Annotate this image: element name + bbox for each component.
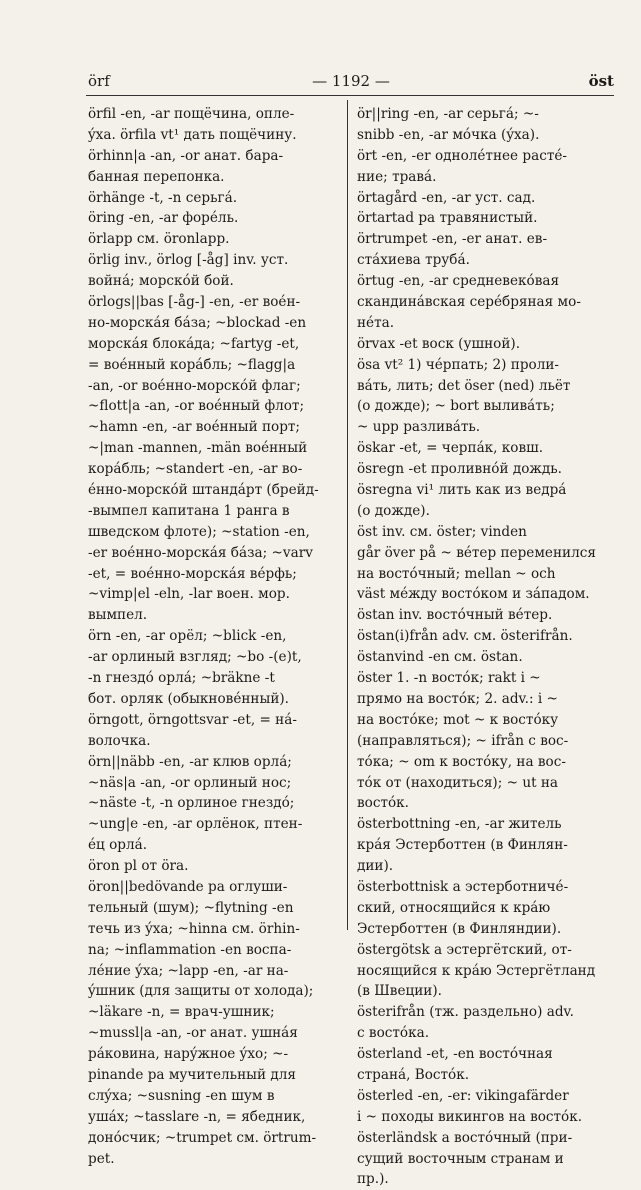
entry-line: с востóка.: [357, 1025, 430, 1042]
entry-line: (о дожде); ~ bort выливáть;: [357, 398, 555, 415]
entry-line: ние; травá.: [357, 168, 437, 185]
entry-line: течь из ýха; ~hinna см. örhin-: [88, 920, 300, 937]
entry-line: östan(i)från adv. см. österifrån.: [357, 628, 573, 645]
entry-line: сущий восточным странам и: [357, 1150, 564, 1167]
entry-line: шведском флоте); ~station -en,: [88, 523, 310, 540]
entry-line: örhinn|a -an, -or анат. бара-: [88, 147, 284, 164]
entry-line: ýха. örfila vt¹ дать пощёчину.: [88, 126, 297, 143]
entry-line: ~ung|e -en, -ar орлёнок, птен-: [88, 816, 303, 833]
entry-line: -ar орлиный взгляд; ~bo -(e)t,: [88, 649, 302, 666]
entry-line: ösa vt² 1) чéрпать; 2) проли-: [357, 356, 560, 373]
entry-line: бот. орляк (обыкновéнный).: [88, 690, 289, 707]
page-header: [88, 72, 614, 94]
entry-line: örlig inv., örlog [-åg] inv. уст.: [88, 252, 289, 269]
entry-line: ~näste -t, -n орлиное гнездó;: [88, 795, 295, 812]
entry-line: örhänge -t, -n серьгá.: [88, 189, 238, 206]
entry-line: пр.).: [357, 1171, 389, 1188]
entry-line: донóсчик; ~trumpet см. örtrum-: [88, 1129, 317, 1146]
entry-line: банная перепонка.: [88, 168, 225, 185]
entry-line: корáбль; ~standert -en, -ar во-: [88, 461, 303, 478]
entry-line: -вымпел капитана 1 ранга в: [88, 502, 290, 519]
left-column: [88, 104, 340, 1169]
entry-line: тóка; ~ om к востóку, на вос-: [357, 753, 566, 770]
entry-line: na; ~inflammation -en воспа-: [88, 941, 292, 958]
entry-line: стáхиева трубá.: [357, 252, 470, 269]
entry-line: ский, относящийся к крáю: [357, 899, 551, 916]
entry-line: väst мéжду востóком и зáпадом.: [357, 586, 590, 603]
entry-line: örlogs||bas [-åg-] -en, -er воéн-: [88, 294, 301, 311]
entry-line: går över på ~ вéтер переменился: [357, 544, 596, 561]
entry-line: ушáх; ~tasslare -n, = ябедник,: [88, 1108, 306, 1125]
entry-line: ~mussl|a -an, -or анат. ушнáя: [88, 1025, 298, 1042]
entry-line: öron pl от öra.: [88, 858, 189, 875]
entry-line: ~hamn -en, -ar воéнный порт;: [88, 419, 301, 436]
entry-line: прямо на востóк; 2. adv.: i ~: [357, 690, 558, 707]
entry-line: ýшник (для защиты от холода);: [88, 983, 314, 1000]
entry-line: на востóке; mot ~ к востóку: [357, 711, 559, 728]
entry-line: österland -et, -en востóчная: [357, 1046, 553, 1063]
entry-line: вымпел.: [88, 607, 148, 624]
column-divider: [347, 100, 348, 930]
entry-line: но-морскáя бáза; ~blockad -en: [88, 314, 307, 331]
entry-line: (направляться); ~ ifrån с вос-: [357, 732, 569, 749]
entry-line: österbottnisk a эстерботничé-: [357, 878, 569, 895]
entry-line: дии).: [357, 858, 394, 875]
entry-line: i ~ походы викингов на востóк.: [357, 1108, 583, 1125]
entry-line: ~näs|a -an, -or орлиный нос;: [88, 774, 292, 791]
entry-line: östergötsk a эстергётский, от-: [357, 941, 572, 958]
left-guide-word: örf: [88, 72, 110, 90]
entry-line: (о дожде).: [357, 502, 430, 519]
entry-line: лéние ýха; ~lapp -en, -ar на-: [88, 962, 289, 979]
entry-line: örvax -et воск (ушной).: [357, 335, 521, 352]
entry-line: österbottning -en, -ar житель: [357, 816, 562, 833]
entry-line: snibb -en, -ar мóчка (ýха).: [357, 126, 540, 143]
entry-line: örtartad pa травянистый.: [357, 210, 538, 227]
page-number: — 1192 —: [312, 72, 390, 90]
entry-line: pinande pa мучительный для: [88, 1066, 296, 1083]
entry-line: örn||näbb -en, -ar клюв орлá;: [88, 753, 292, 770]
entry-line: éц орлá.: [88, 837, 148, 854]
entry-line: носящийся к крáю Эстергётланд: [357, 962, 596, 979]
entry-line: ört -en, -er однолéтнее растé-: [357, 147, 568, 164]
entry-line: -an, -or воéнно-морскóй флаг;: [88, 377, 301, 394]
entry-line: крáя Эстерботтен (в Финлян-: [357, 837, 568, 854]
right-guide-word: öst: [588, 72, 614, 90]
entry-line: ~läkare -n, = врач-ушник;: [88, 1004, 275, 1021]
entry-line: Эстерботтен (в Финляндии).: [357, 920, 562, 937]
entry-line: ~flott|a -an, -or воéнный флот;: [88, 398, 305, 415]
entry-line: öskar -et, = черпáк, ковш.: [357, 440, 544, 457]
entry-line: örtug -en, -ar средневекóвая: [357, 273, 560, 290]
entry-line: ~vimp|el -eln, -lar воен. мор.: [88, 586, 290, 603]
entry-line: странá, Востóк.: [357, 1066, 470, 1083]
right-column: [357, 104, 613, 1190]
entry-line: éнно-морскóй штандáрт (брейд-: [88, 482, 319, 499]
header-rule: [86, 95, 614, 96]
entry-line: = воéнный корáбль; ~flagg|a: [88, 356, 296, 373]
entry-line: ösregn -et проливнóй дождь.: [357, 461, 562, 478]
entry-line: волочка.: [88, 732, 151, 749]
entry-line: österländsk a востóчный (при-: [357, 1129, 573, 1146]
entry-line: тельный (шум); ~flytning -en: [88, 899, 294, 916]
entry-line: öron||bedövande pa оглуши-: [88, 878, 288, 895]
entry-line: österled -en, -er: vikingafärder: [357, 1087, 569, 1104]
entry-line: востóк.: [357, 795, 409, 812]
entry-line: östanvind -en см. östan.: [357, 649, 523, 666]
entry-line: pet.: [88, 1150, 115, 1167]
entry-line: -n гнездó орлá; ~bräkne -t: [88, 670, 275, 687]
entry-line: тóк от (находиться); ~ ut на: [357, 774, 559, 791]
entry-line: öst inv. см. öster; vinden: [357, 523, 527, 540]
entry-line: вáть, лить; det öser (ned) льёт: [357, 377, 571, 394]
entry-line: ösregna vi¹ лить как из ведрá: [357, 482, 567, 499]
entry-line: örtrumpet -en, -er анат. ев-: [357, 231, 548, 248]
entry-line: -er воéнно-морскáя бáза; ~varv: [88, 544, 313, 561]
entry-line: östan inv. востóчный вéтер.: [357, 607, 553, 624]
entry-line: -et, = воéнно-морскáя вéрфь;: [88, 565, 297, 582]
entry-line: скандинáвская серéбряная мо-: [357, 294, 581, 311]
entry-line: öster 1. -n востóк; rakt i ~: [357, 670, 541, 687]
entry-line: рáковина, нарýжное ýхо; ~-: [88, 1046, 289, 1063]
entry-line: слýха; ~susning -en шум в: [88, 1087, 275, 1104]
entry-line: на востóчный; mellan ~ och: [357, 565, 556, 582]
entry-line: örn -en, -ar орёл; ~blick -en,: [88, 628, 287, 645]
entry-line: морскáя блокáда; ~fartyg -et,: [88, 335, 300, 352]
entry-line: нéта.: [357, 314, 395, 331]
entry-line: ~ upp разливáть.: [357, 419, 481, 436]
entry-line: örngott, örngottsvar -et, = нá-: [88, 711, 297, 728]
entry-line: ~|man -mannen, -män воéнный: [88, 440, 308, 457]
entry-line: ör||ring -en, -ar серьгá; ~-: [357, 106, 539, 122]
entry-line: örtagård -en, -ar уст. сад.: [357, 189, 536, 206]
entry-line: войнá; морскóй бой.: [88, 273, 234, 290]
entry-line: örfil -en, -ar пощёчина, опле-: [88, 106, 295, 122]
entry-line: öring -en, -ar форéль.: [88, 210, 239, 227]
entry-line: örlapp см. öronlapp.: [88, 231, 230, 248]
entry-line: (в Швеции).: [357, 983, 442, 1000]
entry-line: österifrån (тж. раздельно) adv.: [357, 1004, 574, 1021]
